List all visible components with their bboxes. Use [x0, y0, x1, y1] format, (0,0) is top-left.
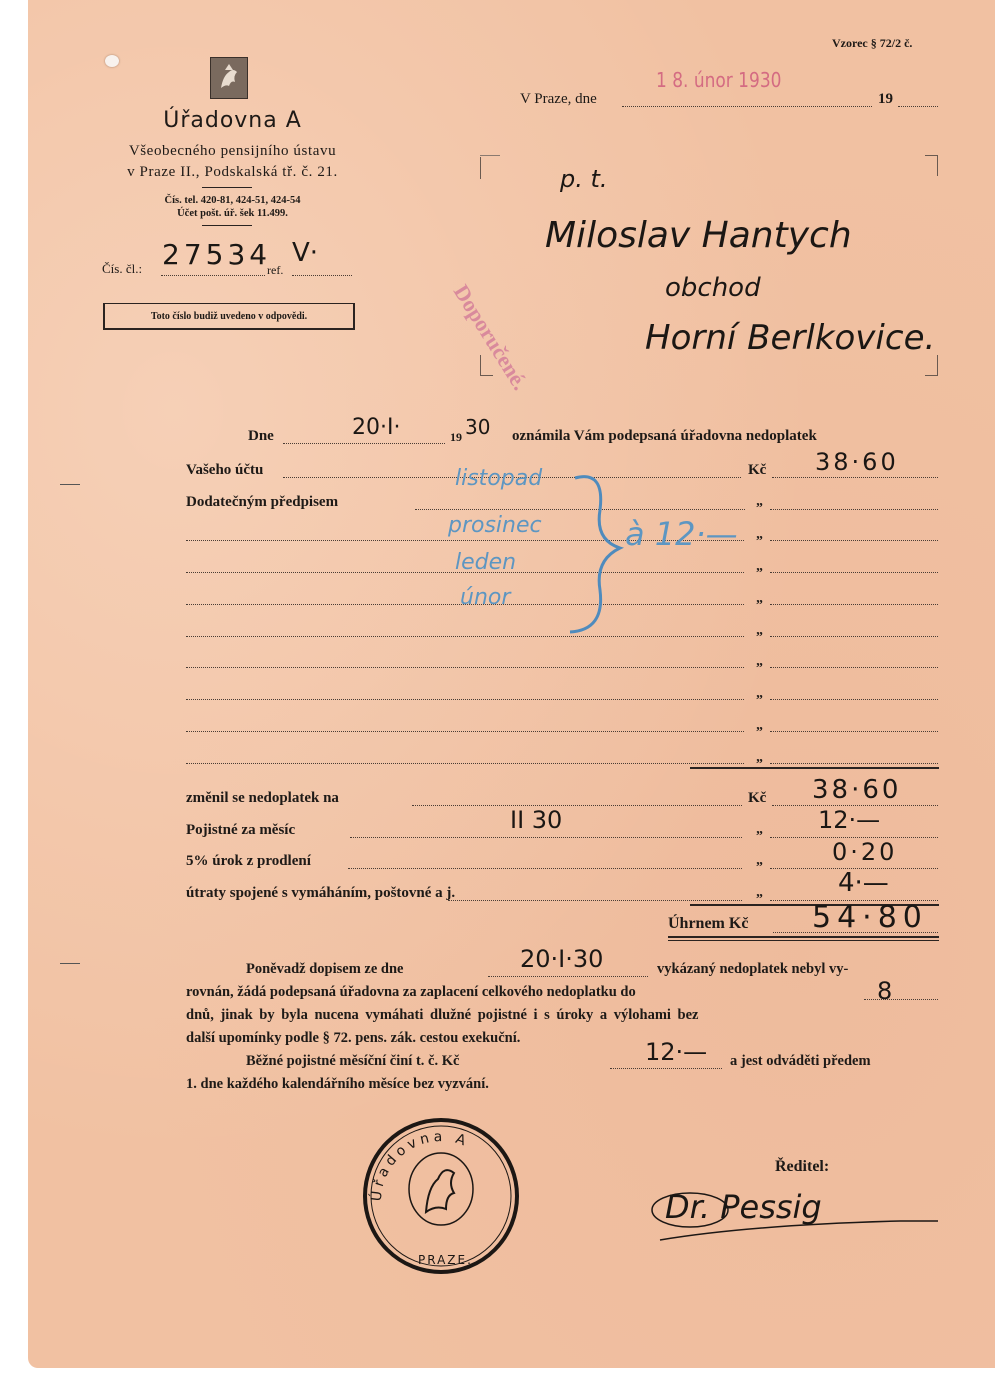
ditto-mark: „: [756, 822, 763, 837]
notice-date-field: [283, 443, 445, 444]
para1-start: Poněvadž dopisem ze dne: [246, 961, 404, 977]
account-label: Vašeho účtu: [186, 462, 264, 478]
account-amount-field: [772, 477, 938, 478]
ditto-mark: „: [756, 718, 763, 733]
blue-month-1: listopad: [455, 466, 543, 491]
window-corner-tr: [925, 155, 938, 176]
phone-numbers: Čís. tel. 420-81, 424-51, 424-54: [164, 195, 301, 206]
premium-label: Pojistné za měsíc: [186, 822, 296, 838]
punch-hole: [105, 55, 119, 67]
interest-field: [348, 868, 742, 869]
supplement-row: [186, 667, 744, 668]
form-code: Vzorec § 72/2 č.: [832, 36, 913, 50]
supplement-label: Dodatečným předpisem: [186, 494, 339, 510]
ref-field: [292, 275, 352, 276]
registered-mail-stamp: Doporučené.: [448, 280, 534, 395]
member-number-value: 27534: [162, 238, 272, 271]
fold-mark: [60, 963, 80, 964]
blue-brace-icon: [555, 470, 635, 640]
para1-b: vykázaný nedoplatek nebyl vy-: [657, 961, 849, 977]
para2-c: 1. dne každého kalendářního měsíce bez vyzvání.: [186, 1076, 489, 1092]
header-separator: [202, 187, 252, 188]
year-prefix: 19: [878, 91, 893, 107]
reply-note-box: [103, 303, 355, 330]
para1-c: rovnán, žádá podepsaná úřadovna za zaplacení celkového nedoplatku do: [186, 984, 636, 1000]
total-amount: 54·80: [812, 900, 928, 935]
svg-text:PRAZE.: PRAZE.: [418, 1253, 473, 1267]
notice-year-prefix: 19: [450, 430, 462, 444]
recipient-name: Miloslav Hantych: [545, 215, 852, 256]
monthly-premium-value: 12·—: [645, 1038, 708, 1066]
blue-month-4: únor: [460, 585, 511, 610]
letter-date-value: 20·I·30: [520, 945, 604, 973]
supplement-amount: [770, 667, 938, 668]
supplement-amount: [770, 540, 938, 541]
premium-month: II 30: [510, 806, 563, 834]
blue-rate: à 12·—: [625, 515, 738, 553]
ref-value: V·: [292, 238, 319, 268]
changed-field: [412, 805, 742, 806]
blue-month-2: prosinec: [448, 513, 542, 538]
para1-e: další upomínky podle § 72. pens. zák. cestou exekuční.: [186, 1030, 521, 1046]
para2-start: Běžné pojistné měsíční činí t. č. Kč: [246, 1053, 460, 1069]
ditto-mark: „: [756, 750, 763, 765]
premium-field: [350, 837, 742, 838]
notice-year-suffix: 30: [465, 415, 491, 439]
interest-label: 5% úrok z prodlení: [186, 853, 311, 869]
supplement-amount: [770, 572, 938, 573]
monthly-premium-field: [610, 1068, 722, 1069]
office-line-2: v Praze II., Podskalská tř. č. 21.: [127, 164, 338, 180]
days-field: [864, 999, 938, 1000]
ditto-mark: „: [756, 591, 763, 606]
notice-date-value: 20·I·: [352, 415, 401, 440]
received-date-stamp: 1 8. únor 1930: [656, 68, 782, 92]
supplement-row: [186, 636, 744, 637]
notice-text: oznámila Vám podepsaná úřadovna nedoplatek: [512, 428, 817, 444]
ditto-mark: „: [756, 623, 763, 638]
para2-b: a jest odváděti předem: [730, 1053, 871, 1069]
changed-label: změnil se nedoplatek na: [186, 790, 339, 806]
year-field: [898, 106, 938, 107]
office-seal-icon: [362, 1117, 520, 1275]
ref-label: ref.: [267, 263, 284, 277]
ditto-mark: „: [756, 885, 763, 900]
member-number-label: Čís. čl.:: [102, 261, 143, 276]
premium-amount: 12·—: [818, 806, 881, 834]
total-rule-2: [668, 940, 939, 941]
kc-label: Kč: [748, 462, 767, 478]
ditto-mark: „: [756, 686, 763, 701]
window-corner-tl-top: [480, 155, 500, 156]
blue-month-3: leden: [455, 550, 517, 575]
ditto-mark: „: [756, 527, 763, 542]
supplement-amount: [770, 699, 938, 700]
ditto-mark: „: [756, 853, 763, 868]
supplement-amount: [770, 604, 938, 605]
total-rule-1: [668, 936, 939, 938]
costs-field: [448, 900, 742, 901]
director-signature: Dr. Pessig: [665, 1188, 822, 1226]
czech-lion-crest-icon: [210, 57, 248, 99]
notice-dne-label: Dne: [248, 428, 274, 444]
ditto-mark: „: [756, 494, 763, 509]
supplement-amount-1: [770, 509, 938, 510]
supplement-row: [186, 699, 744, 700]
recipient-salutation: p. t.: [560, 165, 608, 193]
recipient-town: Horní Berlkovice.: [645, 318, 936, 358]
ditto-mark: „: [756, 654, 763, 669]
window-corner-br: [925, 355, 938, 376]
date-field: [622, 106, 872, 107]
reply-note: Toto číslo budiž uvedeno v odpovědi.: [150, 310, 308, 322]
office-line-1: Všeobecného pensijního ústavu: [128, 143, 337, 159]
member-number-field: [161, 275, 265, 276]
supplement-amount: [770, 763, 938, 764]
header-separator: [202, 225, 252, 226]
account-amount: 38·60: [815, 448, 899, 476]
supplement-amount: [770, 636, 938, 637]
costs-label: útraty spojené s vymáháním, poštovné a j.: [186, 885, 456, 901]
subtotal-rule: [690, 767, 939, 769]
total-label: Úhrnem Kč: [668, 915, 749, 932]
interest-amount: 0·20: [832, 838, 898, 866]
para1-d: dnů, jinak by byla nucena vymáhati dlužné pojistné i s úroky a výlohami bez: [186, 1007, 699, 1023]
director-label: Ředitel:: [775, 1158, 830, 1175]
costs-amount: 4·—: [838, 868, 889, 898]
office-title: Úřadovna A: [163, 108, 302, 133]
supplement-row: [186, 731, 744, 732]
days-value: 8: [877, 977, 893, 1005]
letter-date-field: [488, 976, 648, 977]
recipient-business: obchod: [665, 273, 761, 303]
window-corner-tl: [480, 157, 495, 179]
fold-mark: [60, 484, 80, 485]
kc-label: Kč: [748, 790, 767, 806]
signature-flourish-icon: [650, 1185, 940, 1245]
svg-text:Úřadovna A: Úřadovna A: [368, 1129, 472, 1203]
postal-account: Účet pošt. úř. šek 11.499.: [177, 208, 288, 219]
ditto-mark: „: [756, 559, 763, 574]
changed-amount: 38·60: [812, 775, 902, 805]
supplement-amount: [770, 731, 938, 732]
date-line-label: V Praze, dne: [520, 91, 597, 107]
supplement-row: [186, 763, 744, 764]
